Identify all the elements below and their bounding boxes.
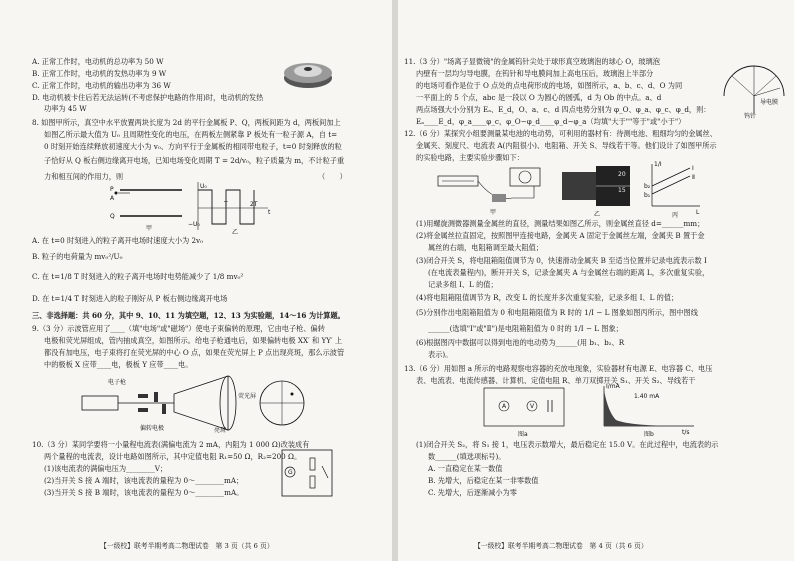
field-ion-microscope-figure (720, 56, 788, 118)
right-page (398, 0, 794, 561)
q13-option-a: A. 一直稳定在某一数值 (428, 464, 503, 473)
label-neg-u0: −U₀ (188, 221, 200, 228)
oscilloscope-figure (78, 372, 308, 434)
q11-line-2: 内壁有一层均匀导电膜，在钨针和导电膜间加上高电压后，玻璃泡上半部分 (416, 69, 654, 78)
q9-line-3: 都没有加电压，电子束将打在荧光屏的中心 O 点，如果在荧光屏上 P 点出现亮斑，那么示波管 (44, 348, 345, 357)
label-deflection-plate: 偏转电极 (140, 425, 165, 432)
label-q: Q (110, 213, 115, 220)
label-yi: 乙 (232, 229, 239, 236)
q12-step-4: (4)将电阻箱阻值调节为 R，改变 L 的长度并多次重复实验，记录多组 I、L 的值； (416, 293, 679, 302)
q12-line-1: 12.（6 分）某探究小组要测量某电池的电动势，可利用的器材有：待测电池、粗细均匀的金属丝、 (404, 129, 717, 138)
q13-step-1-cont: 数______(填选项标号)。 (428, 452, 506, 461)
q13-line-1: 13.（6 分）用如图 a 所示的电路观察电容器的充放电现象，实验器材有电源 E、电容器 C、电压 (404, 364, 713, 373)
q7-option-d: D. 电动机被卡住后若无法运转(不考虑保护电路的作用)时，电动机的发热 (32, 93, 264, 102)
label-fig-b: 图b (644, 431, 654, 438)
q8-answer-paren: （ ） (318, 172, 347, 181)
q11-line-5: 两点场强大小分别为 Eₐ、E_d，O、a、c、d 四点电势分别为 φ_O、φ_a、φ_c、φ_d，则： (416, 105, 711, 114)
q8-figure-yi (188, 180, 272, 234)
q7-option-b: B. 正常工作时，电动机的发热功率为 9 W (32, 69, 167, 78)
q8-figure-jia (110, 186, 190, 232)
label-b1: b₁ (644, 192, 651, 199)
q12-step-1: (1)用螺旋测微器测量金属丝的直径，测量结果如图乙所示，则金属丝直径 d=______mm； (416, 219, 705, 228)
label-q12-yi: 乙 (594, 211, 601, 218)
label-fig-a: 图a (518, 431, 528, 438)
label-jia: 甲 (146, 225, 153, 232)
q13-line-2: 表、电流表、电流传感器、计算机、定值电阻 R、单刀双掷开关 S₁、开关 S₂、导线若干 (416, 376, 696, 385)
q13-figure-b-graph (594, 382, 704, 438)
q8-line-3: 0 时刻开始连续释放初速度大小为 v₀、方向平行于金属板的相同带电粒子，t=0 时刻释放的粒 (44, 142, 342, 151)
q10-circuit (280, 448, 336, 500)
label-i-axis: I/mA (606, 383, 620, 390)
q8-option-c: C. 在 t=1/8 T 时刻进入的粒子离开电场时电势能减少了 1/8 mv₀² (32, 272, 244, 281)
q11-line-3: 的电场可看作是位于 O 点处的点电荷形成的电场，如图所示，a、b、c、d、O 为同 (416, 81, 683, 90)
label-roman-1: Ⅰ (692, 165, 694, 172)
label-i-value: 1.40 mA (634, 393, 660, 400)
label-t-s-axis: t/s (682, 429, 690, 436)
q10-line-1: 10.（3 分）某同学要将一小量程电流表(满偏电流为 2 mA，内阻为 1 000 Ω)改装成有 (32, 440, 310, 449)
q10-line-4: (2)当开关 S 接 A 端时，该电流表的量程为 0～________mA； (44, 476, 244, 485)
label-electron-gun: 电子枪 (108, 379, 127, 386)
q8-line-1: 8. 如图甲所示，真空中水平放置两块长度为 2d 的平行金属板 P、Q，两板间距为 d，两板间加上 (32, 118, 341, 127)
q12-step-2: (2)将金属丝拉直固定，按照图甲连接电路，金属夹 A 固定于金属丝左端，金属夹 B 置于金 (416, 231, 705, 240)
label-screen: 荧光屏 (238, 393, 257, 400)
label-tungsten: 钨针 (744, 113, 757, 120)
label-a: A (110, 195, 115, 202)
label-15: 15 (618, 187, 626, 194)
label-q12-jia: 甲 (490, 209, 497, 216)
q13-option-c: C. 先增大，后逐渐减小为零 (428, 488, 517, 497)
left-page (0, 0, 392, 561)
q13-option-b: B. 先增大，后稳定在某一非零数值 (428, 476, 539, 485)
q12-figure-jia (434, 162, 554, 216)
svg-text:V: V (530, 403, 535, 410)
q12-step-5: (5)分别作出电阻箱阻值为 0 和电阻箱阻值为 R 时的 1/I − L 图象如图丙所示，图中图线 (416, 308, 698, 317)
label-t: T (224, 201, 228, 208)
q12-step-6: (6)根据图丙中数据可以得到电池的电动势为______(用 b₁、b₂、R (416, 338, 625, 347)
q8-option-a: A. 在 t=0 时刻进入的粒子离开电场时速度大小为 2v₀ (32, 236, 203, 245)
q12-step-3-cont2: 记录多组 I、L 的值； (428, 280, 498, 289)
label-roman-2: Ⅱ (692, 174, 695, 181)
q9-line-4: 中的极板 X 应带____电，极板 Y 应带____电。 (44, 360, 193, 369)
q10-line-5: (3)当开关 S 接 B 端时，该电流表的量程为 0～________mA。 (44, 488, 244, 497)
svg-text:A: A (502, 403, 507, 410)
label-t-axis: t (268, 209, 271, 216)
q13-figure-a-circuit (478, 382, 578, 438)
q9-line-2: 电极和荧光屏组成，管内抽成真空，如图所示。给电子枪通电后，如果偏转电极 XX′ 和 YY′ 上 (44, 336, 343, 345)
q12-step-5-cont: ______(选填"Ⅰ"或"Ⅱ")是电阻箱阻值为 0 时的 1/I − L 图象； (428, 324, 623, 333)
q12-line-2: 金属夹、刻度尺、电流表 A(内阻很小)、电阻箱、开关 S、导线若干等。他们设计了如图甲所示 (416, 141, 717, 150)
label-film: 导电膜 (760, 99, 779, 106)
q8-option-b: B. 粒子的电荷量为 mv₀²/U₀ (32, 252, 123, 261)
q9-line-1: 9.（3 分）示波管应用了____（填"电场"或"磁场"）使电子束偏转的原理，它由电子枪、偏转 (32, 324, 325, 333)
q7-option-d-cont: 功率为 45 W (44, 104, 87, 113)
q12-step-6-cont: 表示)。 (428, 350, 453, 359)
label-u0: U₀ (200, 183, 207, 190)
label-bright-spot: 亮斑 (214, 427, 227, 434)
q8-line-5: 力和相互间的作用力，则 (44, 172, 124, 181)
q8-line-2: 如图乙所示最大值为 U₀ 且周期性变化的电压，在两板左侧紧靠 P 板处有一粒子源 A，自 t= (44, 130, 338, 139)
q12-step-2-cont: 属丝的右端，电阻箱调至最大阻值； (428, 243, 544, 252)
q7-option-c: C. 正常工作时，电动机的输出功率为 36 W (32, 81, 171, 90)
q13-step-1: (1)闭合开关 S₂，将 S₁ 接 1，电压表示数增大，最后稳定在 15.0 V。在此过程中，电流表的示 (416, 440, 719, 449)
q10-line-2: 两个量程的电流表，设计电路如图所示，其中定值电阻 R₁=50 Ω，R₂=200 Ω。 (44, 452, 302, 461)
q8-option-d: D. 在 t=1/4 T 时刻进入的粒子刚好从 P 板右侧边缘离开电场 (32, 294, 228, 303)
q12-step-3-cont: (在电流表量程内)，断开开关 S，记录金属夹 A 与金属丝右端的距离 L，多次重复实验， (428, 268, 710, 277)
label-l-axis: L (696, 209, 700, 216)
label-q12-bing: 丙 (672, 212, 679, 219)
label-b2: b₂ (644, 183, 651, 190)
label-inv-i: 1/I (654, 161, 662, 168)
q8-line-4: 子恰好从 Q 板右侧边缘离开电场，已知电场变化周期 T = 2d/v₀，粒子质量为 m，不计粒子重 (44, 156, 345, 165)
q11-line-4: 一平面上的 5 个点，abc 是一段以 O 为圆心的圆弧，d 为 Ob 的中点。a、d (416, 93, 662, 102)
q11-line-1: 11.（3 分）"场离子显微镜"的金属钨针尖处于球形真空玻璃泡的球心 O，玻璃泡 (404, 57, 660, 66)
svg-text:G: G (288, 469, 293, 476)
label-20: 20 (618, 171, 626, 178)
q12-figure-bing-graph (644, 160, 704, 218)
q10-line-3: (1)该电流表的满偏电压为________V； (44, 464, 168, 473)
label-p: P (110, 186, 114, 193)
q12-step-3: (3)闭合开关 S，将电阻箱阻值调节为 0，快速滑动金属夹 B 至适当位置并记录电流表示数 I (416, 256, 707, 265)
right-footer: 【一级校】联考半期考高二物理试卷 第 4 页（共 6 页） (474, 542, 648, 550)
motor-photo (282, 56, 334, 90)
q11-line-6: Eₐ____E_d，φ_a____φ_c，φ_O−φ_d____φ_d−φ_a（均填"大于""等于"或"小于"） (416, 117, 686, 126)
label-2t: 2T (250, 201, 258, 208)
left-footer: 【一级校】联考半期考高二物理试卷 第 3 页（共 6 页） (100, 542, 274, 550)
q12-line-3: 的实验电路，主要实验步骤如下： (416, 153, 524, 162)
q7-option-a: A. 正常工作时，电动机的总功率为 50 W (32, 57, 164, 66)
section-3-heading: 三、非选择题：共 60 分，其中 9、10、11 为填空题，12、13 为实验题，14～16 为计算题。 (32, 311, 345, 320)
q12-figure-yi-micrometer (558, 160, 638, 218)
